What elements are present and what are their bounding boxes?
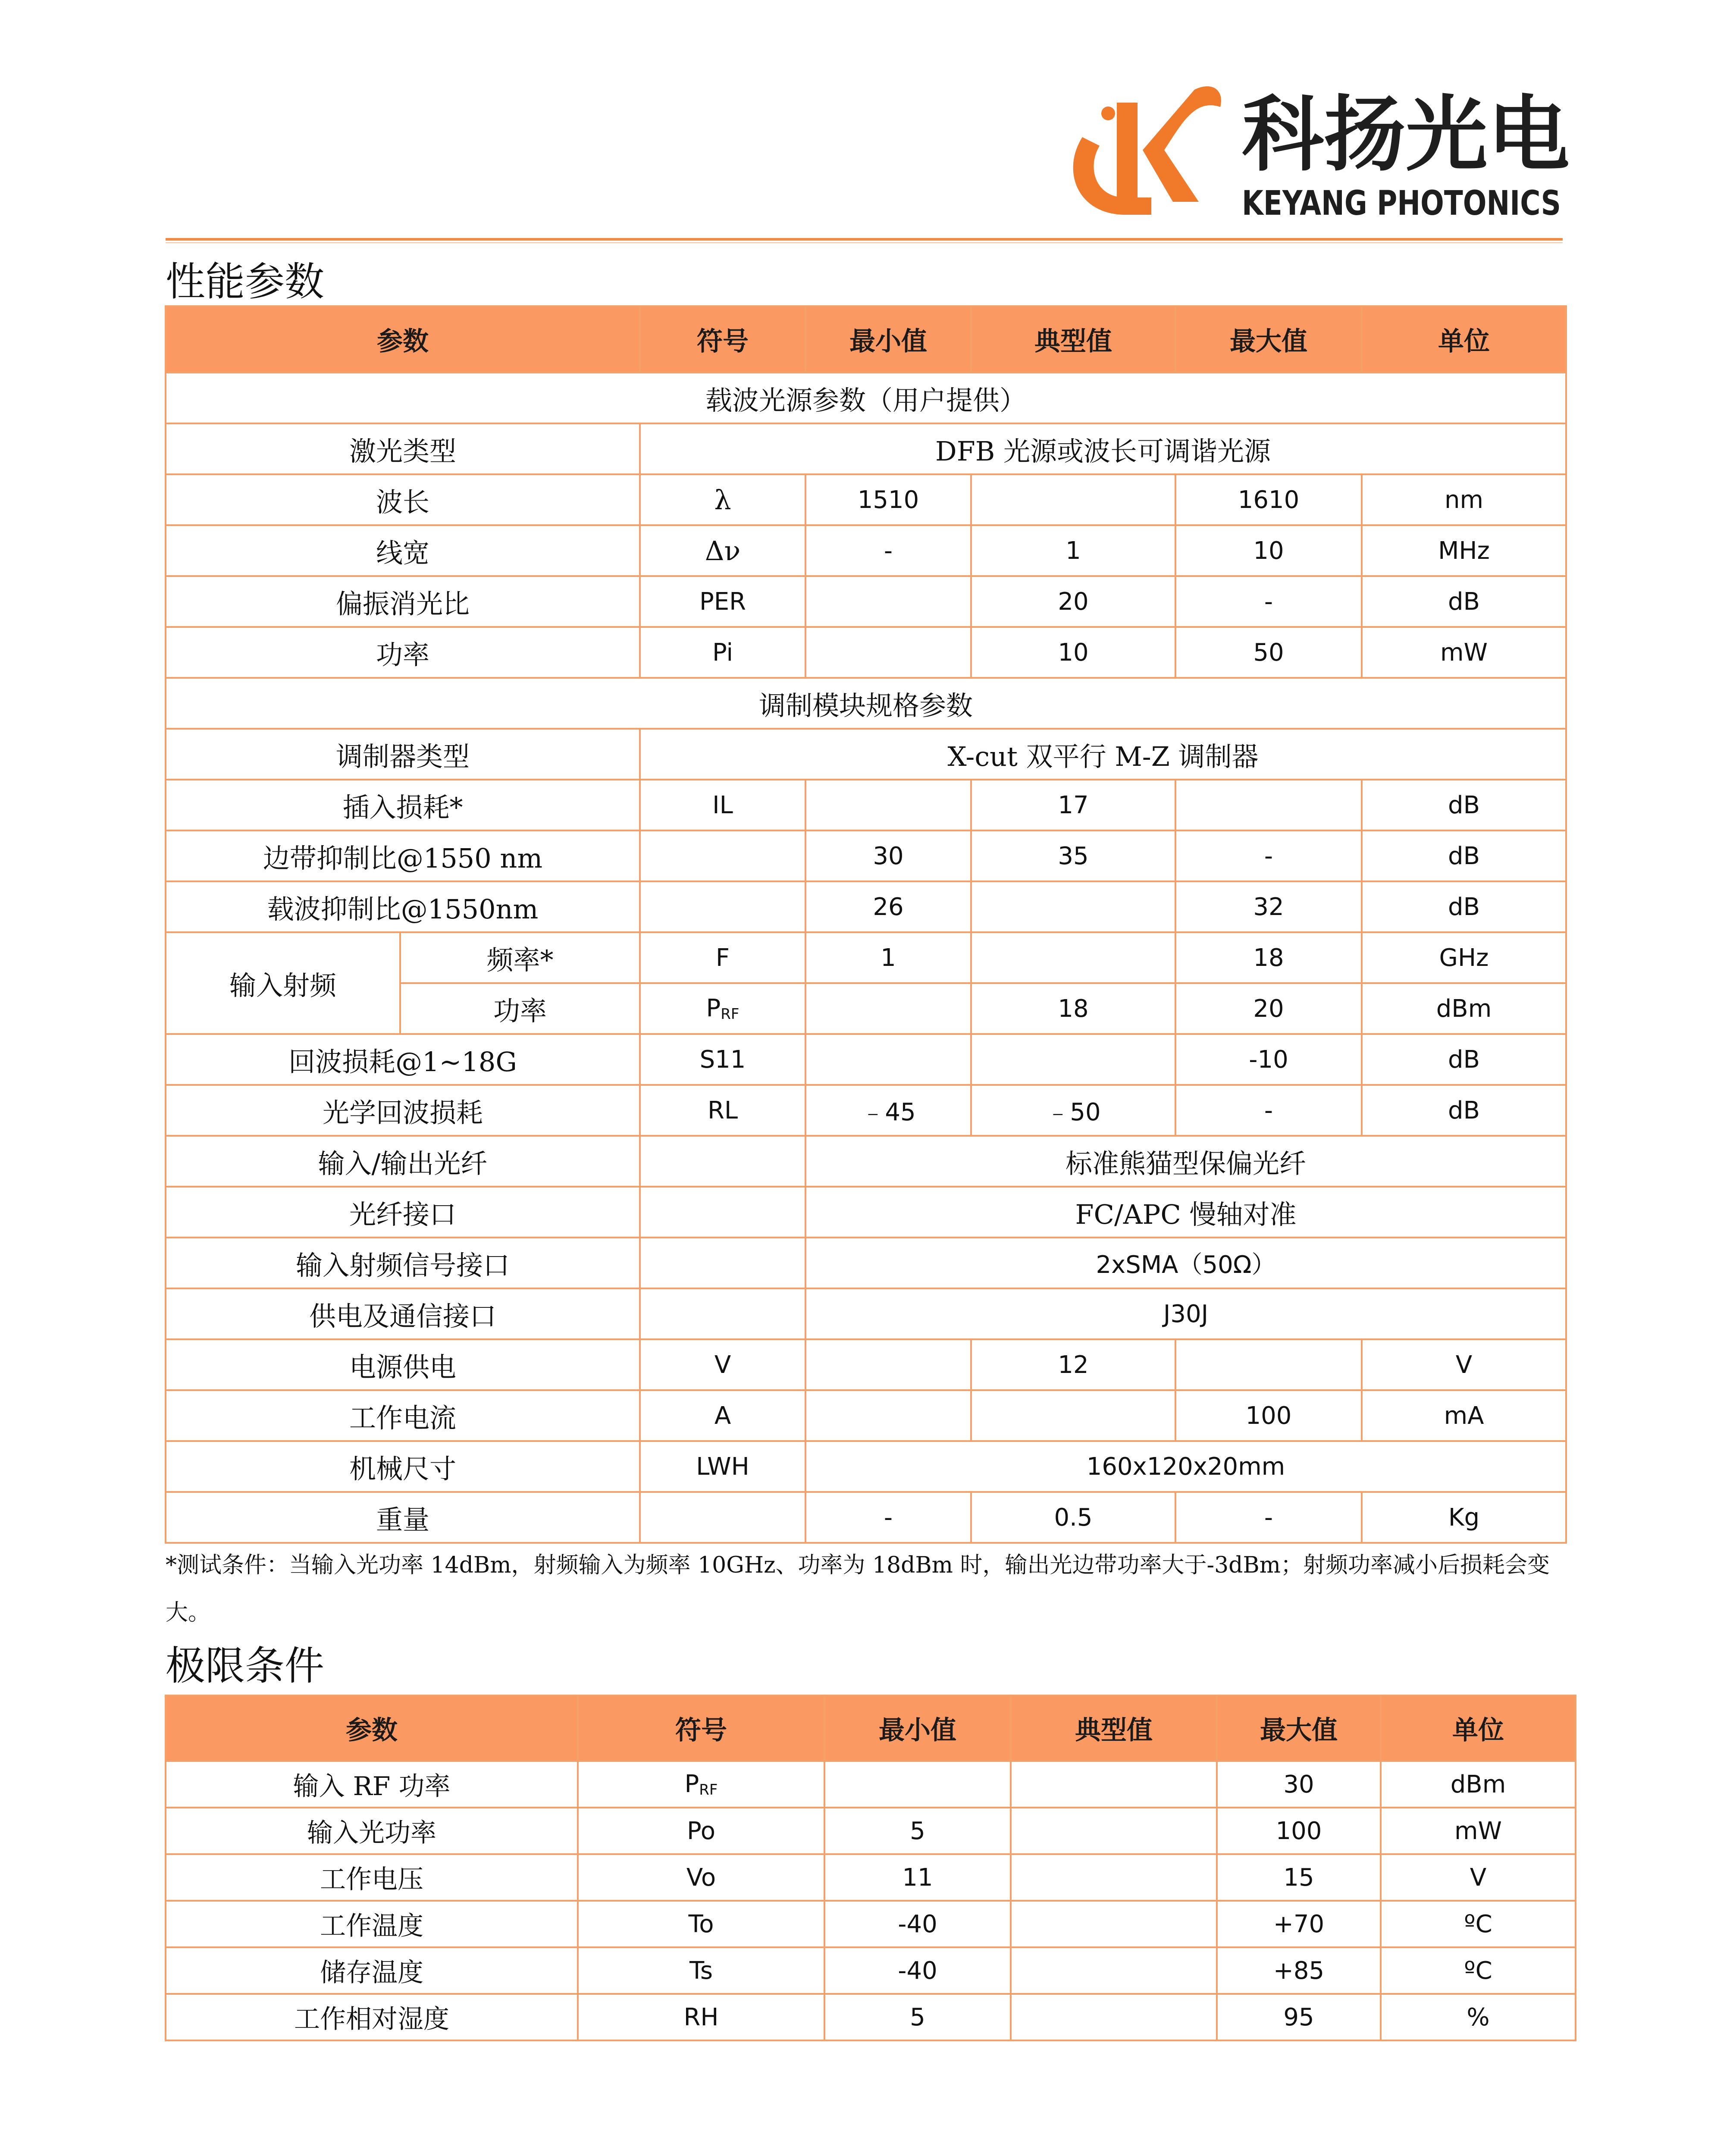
min-cell: 5 [824,1808,1011,1854]
min-cell: 5 [824,1994,1011,2040]
value-cell: FC/APC 慢轴对准 [805,1187,1566,1238]
unit-cell: dB [1362,1085,1566,1136]
max-cell: 10 [1175,525,1362,576]
max-cell [1175,780,1362,830]
param-cell: 输入 RF 功率 [166,1761,578,1808]
symbol-cell: V [640,1339,805,1390]
unit-cell: V [1381,1854,1576,1901]
param-cell: 工作温度 [166,1901,578,1947]
table-row [166,1034,1566,1085]
param-cell: 工作电压 [166,1854,578,1901]
symbol-cell: Δν [640,525,805,576]
table-row [166,881,1566,932]
header-max: 最大值 [1175,306,1362,373]
header-param: 参数 [166,306,640,373]
unit-cell: GHz [1362,932,1566,983]
symbol-cell: IL [640,780,805,830]
table-row [166,1187,1566,1238]
table-row [166,1994,1576,2040]
table-header-row [166,306,1566,373]
table-row [166,474,1566,525]
symbol-cell: RH [578,1994,824,2040]
header-symbol: 符号 [640,306,805,373]
unit-cell: dBm [1362,983,1566,1034]
value-cell: 2xSMA（50Ω） [805,1238,1566,1288]
typ-cell [1011,1901,1217,1947]
brand-name-cn: 科扬光电 [1242,87,1570,182]
min-cell [805,576,971,627]
header-min: 最小值 [805,306,971,373]
table-header-row [166,1695,1576,1761]
param-cell: 回波损耗@1~18G [166,1034,640,1085]
header-divider-thin [166,242,1563,243]
table-row [166,627,1566,678]
value-cell: DFB 光源或波长可调谐光源 [640,423,1566,474]
symbol-cell [640,1288,805,1339]
max-cell: +70 [1217,1901,1381,1947]
table-row [166,1085,1566,1136]
param-cell: 线宽 [166,525,640,576]
min-cell [805,780,971,830]
table-row [166,1441,1566,1492]
symbol-cell: RL [640,1085,805,1136]
typ-cell [1011,1994,1217,2040]
section-title-performance: 性能参数 [166,259,325,305]
max-cell: - [1175,1492,1362,1543]
typ-cell: 18 [971,983,1175,1034]
min-cell: -40 [824,1947,1011,1994]
max-cell: -10 [1175,1034,1362,1085]
symbol-main: P [684,1770,699,1798]
unit-cell: dB [1362,780,1566,830]
table-row [166,1238,1566,1288]
min-cell [805,983,971,1034]
unit-cell: mW [1362,627,1566,678]
typ-cell [971,1390,1175,1441]
symbol-cell: F [640,932,805,983]
param-cell: 调制器类型 [166,729,640,780]
min-cell [805,1034,971,1085]
symbol-cell [640,881,805,932]
symbol-cell: A [640,1390,805,1441]
symbol-cell: Pi [640,627,805,678]
symbol-cell [640,983,805,1034]
header-symbol: 符号 [578,1695,824,1761]
table-row [166,1136,1566,1187]
value-cell: X-cut 双平行 M-Z 调制器 [640,729,1566,780]
param-cell: 载波抑制比@1550nm [166,881,640,932]
unit-cell: % [1381,1994,1576,2040]
param-cell: 功率 [400,983,640,1034]
param-cell: 机械尺寸 [166,1441,640,1492]
unit-cell: dB [1362,881,1566,932]
param-cell: 重量 [166,1492,640,1543]
param-cell: 工作电流 [166,1390,640,1441]
brand-name-en: KEYANG PHOTONICS [1242,184,1561,223]
unit-cell: Kg [1362,1492,1566,1543]
min-cell: ﹣45 [805,1085,971,1136]
table-row [166,1761,1576,1808]
header-typ: 典型值 [1011,1695,1217,1761]
min-cell: 11 [824,1854,1011,1901]
max-cell: 32 [1175,881,1362,932]
param-cell: 波长 [166,474,640,525]
table-row [166,932,1566,983]
symbol-cell: S11 [640,1034,805,1085]
section-title-limits: 极限条件 [166,1643,325,1689]
typ-cell: 17 [971,780,1175,830]
typ-cell [971,474,1175,525]
table-row [166,1901,1576,1947]
typ-cell: 35 [971,830,1175,881]
symbol-cell: Vo [578,1854,824,1901]
value-cell: 标准熊猫型保偏光纤 [805,1136,1566,1187]
typ-cell: 1 [971,525,1175,576]
param-cell: 输入射频信号接口 [166,1238,640,1288]
typ-cell: 20 [971,576,1175,627]
limits-table [165,1695,1576,2041]
param-cell: 输入光功率 [166,1808,578,1854]
min-cell: 30 [805,830,971,881]
unit-cell: dB [1362,1034,1566,1085]
unit-cell: mW [1381,1808,1576,1854]
max-cell: 95 [1217,1994,1381,2040]
param-group-rf-input: 输入射频 [166,932,400,1034]
param-cell: 频率* [400,932,640,983]
symbol-cell: LWH [640,1441,805,1492]
typ-cell [1011,1854,1217,1901]
param-cell: 电源供电 [166,1339,640,1390]
param-cell: 功率 [166,627,640,678]
unit-cell: MHz [1362,525,1566,576]
typ-cell: 10 [971,627,1175,678]
max-cell: 18 [1175,932,1362,983]
table-row [166,525,1566,576]
max-cell: 20 [1175,983,1362,1034]
unit-cell: V [1362,1339,1566,1390]
header-max: 最大值 [1217,1695,1381,1761]
param-cell: 储存温度 [166,1947,578,1994]
max-cell: +85 [1217,1947,1381,1994]
table-row [166,780,1566,830]
table-row [166,1854,1576,1901]
min-cell: - [805,525,971,576]
max-cell: - [1175,1085,1362,1136]
symbol-sub: RF [699,1781,718,1799]
typ-cell [971,932,1175,983]
typ-cell [971,881,1175,932]
unit-cell: ºC [1381,1947,1576,1994]
max-cell: - [1175,576,1362,627]
keyang-logo [1052,72,1570,236]
header-typ: 典型值 [971,306,1175,373]
table-row [166,1947,1576,1994]
max-cell: 1610 [1175,474,1362,525]
header-unit: 单位 [1362,306,1566,373]
unit-cell: dBm [1381,1761,1576,1808]
param-cell: 供电及通信接口 [166,1288,640,1339]
value-cell: 160x120x20mm [805,1441,1566,1492]
test-condition-note: *测试条件：当输入光功率 14dBm，射频输入为频率 10GHz、功率为 18dBm 时，输出光边带功率大于-3dBm；射频功率减小后损耗会变大。 [166,1552,1550,1626]
max-cell: 15 [1217,1854,1381,1901]
table-row [166,1339,1566,1390]
param-cell: 光纤接口 [166,1187,640,1238]
symbol-cell: PER [640,576,805,627]
symbol-cell: Ts [578,1947,824,1994]
max-cell: 100 [1217,1808,1381,1854]
group-heading-module: 调制模块规格参数 [166,678,1566,729]
unit-cell: ºC [1381,1901,1576,1947]
group-heading-carrier: 载波光源参数（用户提供） [166,373,1566,423]
min-cell: 1 [805,932,971,983]
logo-mark-icon [1073,86,1221,215]
param-cell: 边带抑制比@1550 nm [166,830,640,881]
typ-cell [1011,1761,1217,1808]
symbol-cell [640,1492,805,1543]
header-min: 最小值 [824,1695,1011,1761]
header-divider [166,238,1563,241]
max-cell [1175,1339,1362,1390]
header-unit: 单位 [1381,1695,1576,1761]
min-cell: 1510 [805,474,971,525]
min-cell [805,1390,971,1441]
table-row [166,830,1566,881]
max-cell: - [1175,830,1362,881]
table-row [166,576,1566,627]
min-cell: - [805,1492,971,1543]
symbol-cell [640,1136,805,1187]
table-row [166,1492,1566,1543]
symbol-sub: RF [721,1006,740,1023]
param-cell: 工作相对湿度 [166,1994,578,2040]
param-cell: 激光类型 [166,423,640,474]
max-cell: 30 [1217,1761,1381,1808]
symbol-cell [640,1187,805,1238]
value-cell: J30J [805,1288,1566,1339]
min-cell: -40 [824,1901,1011,1947]
header-param: 参数 [166,1695,578,1761]
param-cell: 输入/输出光纤 [166,1136,640,1187]
typ-cell: 12 [971,1339,1175,1390]
table-row [166,729,1566,780]
min-cell [805,1339,971,1390]
typ-cell [1011,1947,1217,1994]
symbol-cell: λ [640,474,805,525]
table-row [166,1390,1566,1441]
param-cell: 插入损耗* [166,780,640,830]
table-row [166,1808,1576,1854]
table-row [166,423,1566,474]
min-cell [805,627,971,678]
symbol-cell [578,1761,824,1808]
table-row [166,373,1566,423]
symbol-cell [640,1238,805,1288]
symbol-cell [640,830,805,881]
max-cell: 100 [1175,1390,1362,1441]
performance-table [165,305,1567,1544]
param-cell: 光学回波损耗 [166,1085,640,1136]
param-cell: 偏振消光比 [166,576,640,627]
typ-cell [971,1034,1175,1085]
typ-cell: ﹣50 [971,1085,1175,1136]
table-row [166,1288,1566,1339]
symbol-main: P [706,994,721,1022]
typ-cell: 0.5 [971,1492,1175,1543]
unit-cell: nm [1362,474,1566,525]
typ-cell [1011,1808,1217,1854]
unit-cell: dB [1362,576,1566,627]
unit-cell: dB [1362,830,1566,881]
max-cell: 50 [1175,627,1362,678]
min-cell: 26 [805,881,971,932]
symbol-cell: Po [578,1808,824,1854]
table-row [166,678,1566,729]
symbol-cell: To [578,1901,824,1947]
min-cell [824,1761,1011,1808]
unit-cell: mA [1362,1390,1566,1441]
